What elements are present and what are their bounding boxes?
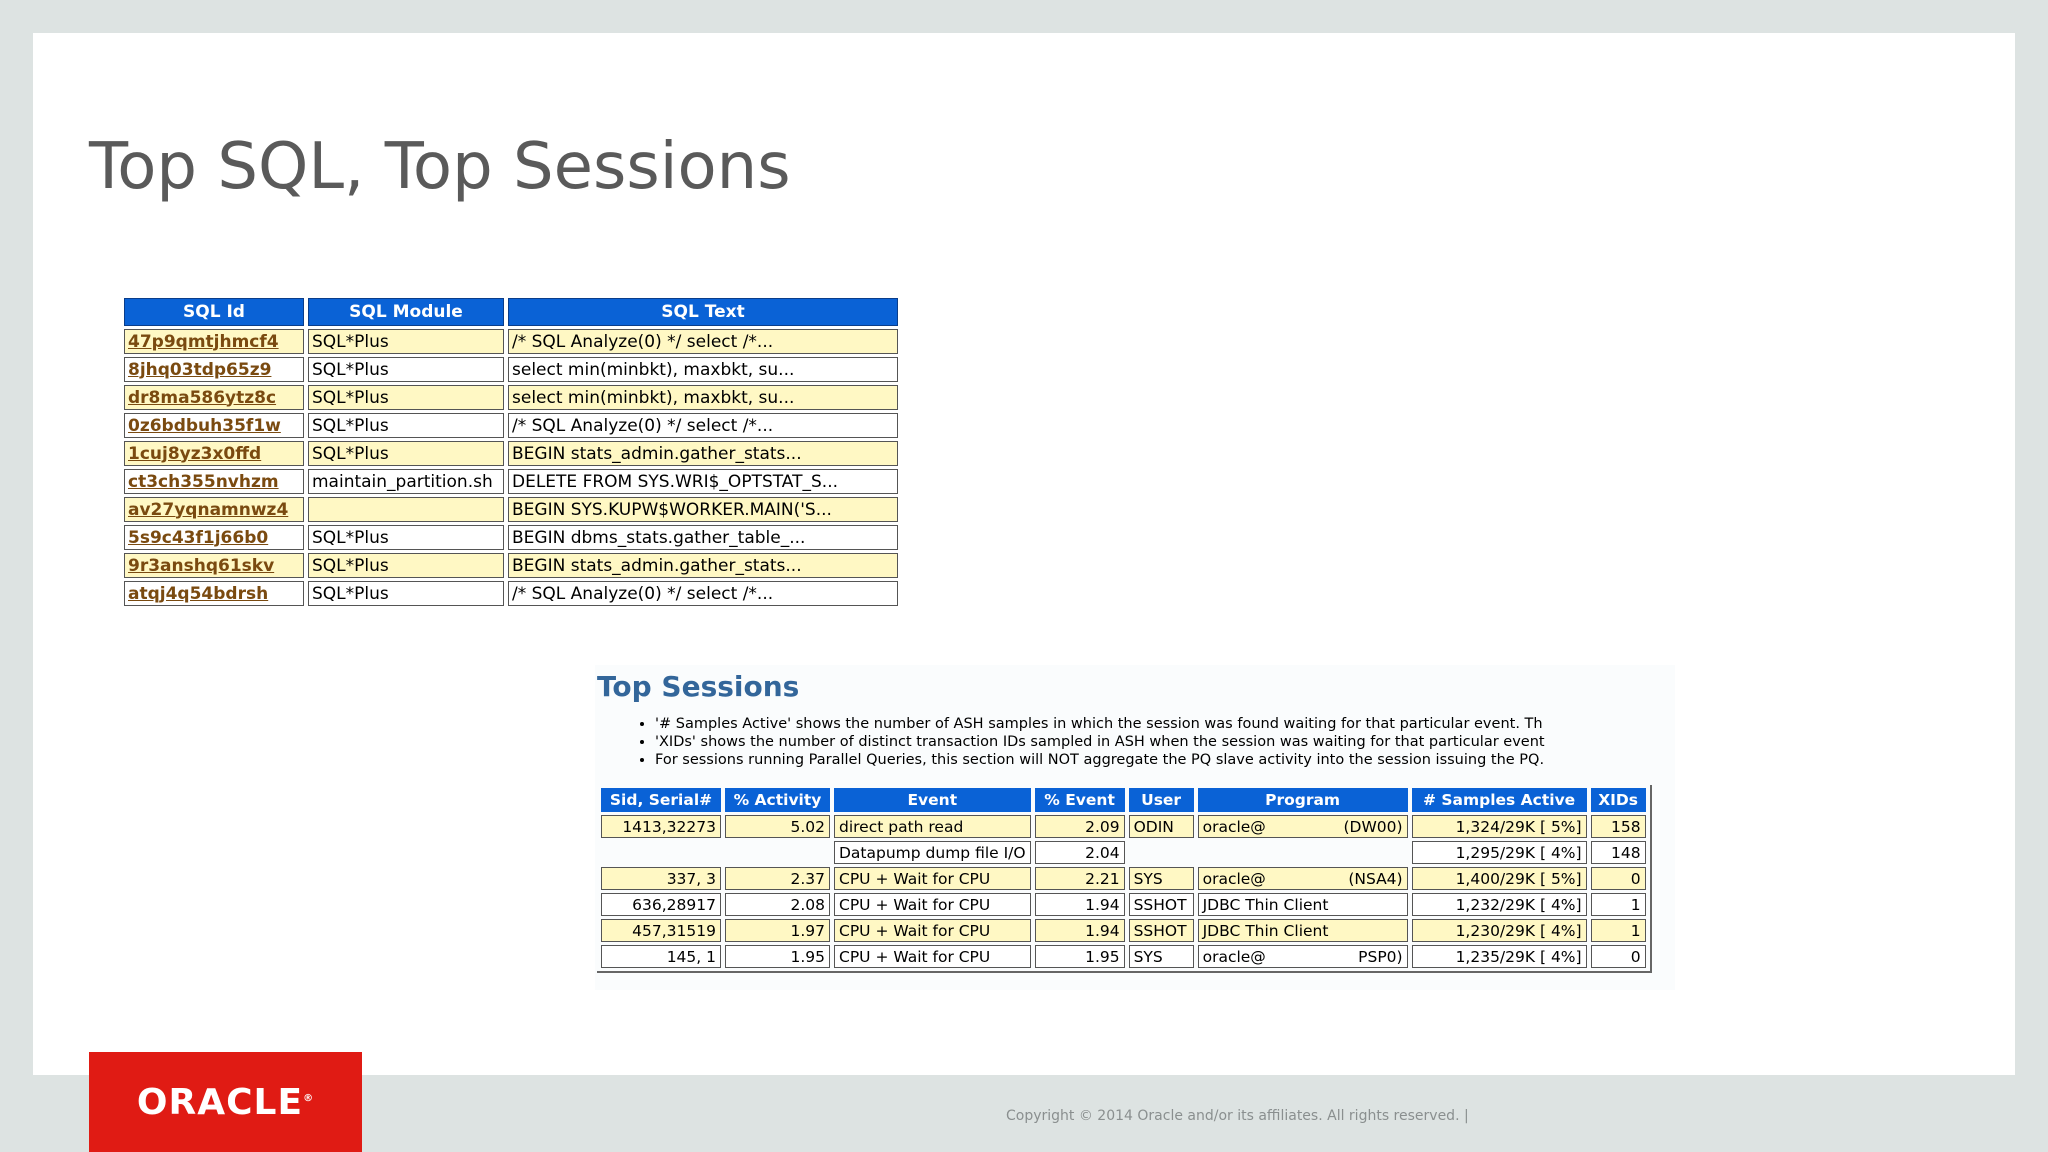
- program-cell: [1198, 945, 1408, 968]
- sql-id-link[interactable]: av27yqnamnwz4: [128, 499, 289, 520]
- table-row: [124, 357, 898, 382]
- sql-module-cell: SQL*Plus: [308, 553, 504, 578]
- sql-id-cell: [124, 357, 304, 382]
- slide-title: Top SQL, Top Sessions: [89, 130, 791, 204]
- xids-cell: 158: [1591, 815, 1646, 838]
- sql-id-link[interactable]: 1cuj8yz3x0ffd: [128, 443, 262, 464]
- sql-text-cell: BEGIN dbms_stats.gather_table_...: [508, 525, 898, 550]
- sql-text-cell: /* SQL Analyze(0) */ select /*...: [508, 329, 898, 354]
- top-sessions-table: [597, 785, 1652, 973]
- event-cell: CPU + Wait for CPU: [834, 867, 1031, 890]
- sql-id-link[interactable]: 9r3anshq61skv: [128, 555, 275, 576]
- column-header-program: Program: [1198, 788, 1408, 812]
- sql-text-cell: BEGIN stats_admin.gather_stats...: [508, 553, 898, 578]
- program-cell: [1198, 867, 1408, 890]
- user-cell: [1129, 841, 1194, 864]
- sid-cell: 636,28917: [601, 893, 721, 916]
- program-cell: [1198, 841, 1408, 864]
- table-row: [124, 469, 898, 494]
- xids-cell: 0: [1591, 945, 1646, 968]
- sql-id-cell: [124, 413, 304, 438]
- program-cell: JDBC Thin Client: [1198, 893, 1408, 916]
- sql-module-cell: [308, 497, 504, 522]
- event-cell: direct path read: [834, 815, 1031, 838]
- top-sessions-heading: Top Sessions: [597, 670, 800, 703]
- program-suffix: PSP0): [1358, 947, 1403, 966]
- sql-id-link[interactable]: dr8ma586ytz8c: [128, 387, 277, 408]
- top-sessions-notes: [635, 715, 1675, 769]
- sql-module-cell: SQL*Plus: [308, 581, 504, 606]
- program-name: oracle@: [1202, 817, 1266, 836]
- sql-id-link[interactable]: 0z6bdbuh35f1w: [128, 415, 281, 436]
- activity-cell: 1.95: [725, 945, 830, 968]
- user-cell: SYS: [1129, 867, 1194, 890]
- sql-module-cell: SQL*Plus: [308, 525, 504, 550]
- sql-text-cell: BEGIN stats_admin.gather_stats...: [508, 441, 898, 466]
- sid-cell: 1413,32273: [601, 815, 721, 838]
- copyright-notice: Copyright © 2014 Oracle and/or its affiliates. All rights reserved. |: [1006, 1108, 1469, 1124]
- sql-id-link[interactable]: ct3ch355nvhzm: [128, 471, 279, 492]
- samples-cell: 1,235/29K [ 4%]: [1412, 945, 1587, 968]
- table-header-row: [601, 788, 1646, 812]
- column-header-xids: XIDs: [1591, 788, 1646, 812]
- top-sql-table: [120, 295, 902, 609]
- sql-module-cell: SQL*Plus: [308, 413, 504, 438]
- registered-mark: ®: [303, 1092, 315, 1104]
- activity-cell: 2.08: [725, 893, 830, 916]
- table-row: [601, 815, 1646, 838]
- program-suffix: (NSA4): [1348, 869, 1403, 888]
- oracle-logo-text: ORACLE®: [136, 1081, 315, 1123]
- table-row: [124, 525, 898, 550]
- event-cell: CPU + Wait for CPU: [834, 945, 1031, 968]
- sql-id-cell: [124, 385, 304, 410]
- column-header-user: User: [1129, 788, 1194, 812]
- table-row: [124, 329, 898, 354]
- sid-cell: 337, 3: [601, 867, 721, 890]
- sql-module-cell: SQL*Plus: [308, 385, 504, 410]
- sql-module-cell: maintain_partition.sh: [308, 469, 504, 494]
- table-row: [601, 919, 1646, 942]
- sql-id-cell: [124, 553, 304, 578]
- sql-id-cell: [124, 469, 304, 494]
- xids-cell: 148: [1591, 841, 1646, 864]
- samples-cell: 1,295/29K [ 4%]: [1412, 841, 1587, 864]
- table-row: [601, 945, 1646, 968]
- sql-id-link[interactable]: 47p9qmtjhmcf4: [128, 331, 279, 352]
- activity-cell: 2.37: [725, 867, 830, 890]
- program-name: oracle@: [1202, 869, 1266, 888]
- sql-text-cell: select min(minbkt), maxbkt, su...: [508, 357, 898, 382]
- table-row: [601, 893, 1646, 916]
- column-header-sql-id: SQL Id: [124, 298, 304, 326]
- top-sessions-panel: [595, 665, 1675, 990]
- samples-cell: 1,232/29K [ 4%]: [1412, 893, 1587, 916]
- user-cell: SYS: [1129, 945, 1194, 968]
- column-header-sql-text: SQL Text: [508, 298, 898, 326]
- xids-cell: 0: [1591, 867, 1646, 890]
- pct-event-cell: 1.94: [1035, 893, 1125, 916]
- column-header-sid-serial: Sid, Serial#: [601, 788, 721, 812]
- table-row: [124, 497, 898, 522]
- column-header-pct-event: % Event: [1035, 788, 1125, 812]
- pct-event-cell: 2.09: [1035, 815, 1125, 838]
- pct-event-cell: 1.94: [1035, 919, 1125, 942]
- pct-event-cell: 2.21: [1035, 867, 1125, 890]
- sql-id-cell: [124, 441, 304, 466]
- sql-text-cell: /* SQL Analyze(0) */ select /*...: [508, 413, 898, 438]
- program-name: oracle@: [1202, 947, 1266, 966]
- event-cell: Datapump dump file I/O: [834, 841, 1031, 864]
- sql-id-cell: [124, 581, 304, 606]
- sql-module-cell: SQL*Plus: [308, 329, 504, 354]
- sql-id-cell: [124, 525, 304, 550]
- table-row: [124, 385, 898, 410]
- samples-cell: 1,324/29K [ 5%]: [1412, 815, 1587, 838]
- table-row: [124, 441, 898, 466]
- program-suffix: (DW00): [1343, 817, 1403, 836]
- pct-event-cell: 2.04: [1035, 841, 1125, 864]
- program-cell: JDBC Thin Client: [1198, 919, 1408, 942]
- event-cell: CPU + Wait for CPU: [834, 919, 1031, 942]
- column-header-activity: % Activity: [725, 788, 830, 812]
- sql-id-link[interactable]: 5s9c43f1j66b0: [128, 527, 269, 548]
- sql-text-cell: select min(minbkt), maxbkt, su...: [508, 385, 898, 410]
- xids-cell: 1: [1591, 919, 1646, 942]
- column-header-samples-active: # Samples Active: [1412, 788, 1587, 812]
- program-cell: [1198, 815, 1408, 838]
- sql-module-cell: SQL*Plus: [308, 357, 504, 382]
- sid-cell: 145, 1: [601, 945, 721, 968]
- activity-cell: 5.02: [725, 815, 830, 838]
- samples-cell: 1,230/29K [ 4%]: [1412, 919, 1587, 942]
- note-item: • For sessions running Parallel Queries, this section will NOT aggregate the PQ slave activity into the session issuing the PQ.: [655, 751, 1675, 769]
- xids-cell: 1: [1591, 893, 1646, 916]
- sql-id-cell: [124, 497, 304, 522]
- user-cell: SSHOT: [1129, 919, 1194, 942]
- sql-text-cell: BEGIN SYS.KUPW$WORKER.MAIN('S...: [508, 497, 898, 522]
- column-header-event: Event: [834, 788, 1031, 812]
- column-header-sql-module: SQL Module: [308, 298, 504, 326]
- user-cell: SSHOT: [1129, 893, 1194, 916]
- sql-id-link[interactable]: atqj4q54bdrsh: [128, 583, 269, 604]
- activity-cell: 1.97: [725, 919, 830, 942]
- table-row: [124, 553, 898, 578]
- sql-text-cell: DELETE FROM SYS.WRI$_OPTSTAT_S...: [508, 469, 898, 494]
- table-row: [601, 867, 1646, 890]
- sql-id-link[interactable]: 8jhq03tdp65z9: [128, 359, 272, 380]
- note-item: • 'XIDs' shows the number of distinct transaction IDs sampled in ASH when the session was waiting for that particular event: [655, 733, 1675, 751]
- pct-event-cell: 1.95: [1035, 945, 1125, 968]
- sql-id-cell: [124, 329, 304, 354]
- samples-cell: 1,400/29K [ 5%]: [1412, 867, 1587, 890]
- user-cell: ODIN: [1129, 815, 1194, 838]
- activity-cell: [725, 841, 830, 864]
- sql-module-cell: SQL*Plus: [308, 441, 504, 466]
- sid-cell: [601, 841, 721, 864]
- table-row: [601, 841, 1646, 864]
- event-cell: CPU + Wait for CPU: [834, 893, 1031, 916]
- table-header-row: [124, 298, 898, 326]
- table-row: [124, 413, 898, 438]
- sql-text-cell: /* SQL Analyze(0) */ select /*...: [508, 581, 898, 606]
- sid-cell: 457,31519: [601, 919, 721, 942]
- note-item: • '# Samples Active' shows the number of ASH samples in which the session was found waiting for that particular event. Th: [655, 715, 1675, 733]
- table-row: [124, 581, 898, 606]
- oracle-logo: [89, 1052, 362, 1152]
